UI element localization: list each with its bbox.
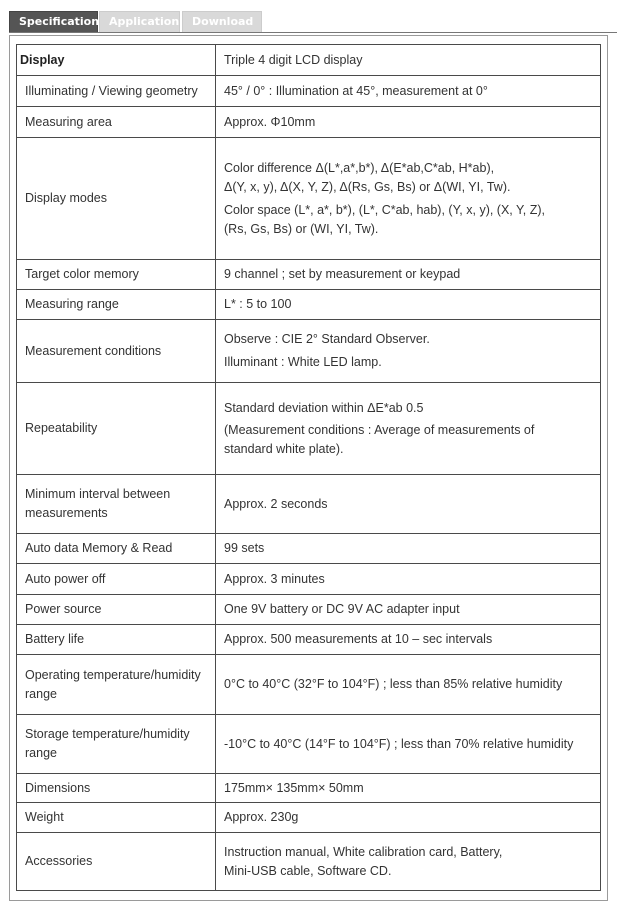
value-line: Δ(Y, x, y), Δ(X, Y, Z), Δ(Rs, Gs, Bs) or Δ(WI, YI, Tw).	[224, 179, 511, 194]
spec-value: 0°C to 40°C (32°F to 104°F) ; less than 85% relative humidity	[216, 655, 601, 715]
table-row	[17, 45, 601, 76]
spec-value: Approx. 2 seconds	[216, 475, 601, 534]
table-row	[17, 715, 601, 774]
key-line: Minimum interval between	[25, 487, 171, 501]
table-row	[17, 625, 601, 655]
table-row	[17, 595, 601, 625]
spec-key: Measuring range	[17, 290, 216, 320]
table-row	[17, 290, 601, 320]
tab-download[interactable]: Download	[182, 11, 262, 32]
tab-application[interactable]: Application	[99, 11, 180, 32]
value-line: Color difference Δ(L*,a*,b*), Δ(E*ab,C*ab, H*ab),	[224, 160, 495, 175]
spec-key: Dimensions	[17, 774, 216, 803]
table-row	[17, 475, 601, 534]
table-row	[17, 655, 601, 715]
spec-value: 99 sets	[216, 534, 601, 564]
spec-key: Illuminating / Viewing geometry	[17, 76, 216, 107]
spec-key: Display modes	[17, 138, 216, 260]
spec-table	[16, 44, 601, 891]
key-line: range	[25, 746, 57, 760]
table-row	[17, 107, 601, 138]
spec-value: Approx. 230g	[216, 803, 601, 833]
spec-key: Weight	[17, 803, 216, 833]
value-line: Mini-USB cable, Software CD.	[224, 863, 392, 878]
spec-value: 9 channel ; set by measurement or keypad	[216, 260, 601, 290]
value-line: Standard deviation within ΔE*ab 0.5	[224, 400, 424, 415]
value-line: (Measurement conditions : Average of measurements of	[224, 422, 535, 437]
spec-value: 45° / 0° : Illumination at 45°, measurement at 0°	[216, 76, 601, 107]
table-row	[17, 138, 601, 260]
spec-value: One 9V battery or DC 9V AC adapter input	[216, 595, 601, 625]
spec-key	[17, 475, 216, 534]
spec-key	[17, 715, 216, 774]
spec-key: Measuring area	[17, 107, 216, 138]
key-line: range	[25, 686, 57, 701]
table-row	[17, 76, 601, 107]
table-row	[17, 774, 601, 803]
value-line: Instruction manual, White calibration card, Battery,	[224, 844, 503, 859]
table-row	[17, 564, 601, 595]
table-row	[17, 320, 601, 383]
value-line: Observe : CIE 2° Standard Observer.	[224, 332, 430, 346]
table-row	[17, 260, 601, 290]
spec-key: Measurement conditions	[17, 320, 216, 383]
tab-bar	[9, 10, 617, 33]
value-line: Color space (L*, a*, b*), (L*, C*ab, hab), (Y, x, y), (X, Y, Z),	[224, 202, 545, 217]
table-row	[17, 534, 601, 564]
spec-key: Repeatability	[17, 383, 216, 475]
spec-key: Auto data Memory & Read	[17, 534, 216, 564]
spec-value	[216, 138, 601, 260]
value-line: (Rs, Gs, Bs) or (WI, YI, Tw).	[224, 221, 379, 236]
spec-value: L* : 5 to 100	[216, 290, 601, 320]
spec-value	[216, 320, 601, 383]
spec-value	[216, 383, 601, 475]
spec-value: -10°C to 40°C (14°F to 104°F) ; less than 70% relative humidity	[216, 715, 601, 774]
spec-value	[216, 833, 601, 891]
spec-key: Auto power off	[17, 564, 216, 595]
key-line: Operating temperature/humidity	[25, 667, 201, 682]
tab-specification[interactable]: Specification	[9, 11, 98, 32]
spec-value: Approx. 500 measurements at 10 – sec intervals	[216, 625, 601, 655]
spec-key: Battery life	[17, 625, 216, 655]
spec-key	[17, 655, 216, 715]
value-line: standard white plate).	[224, 441, 344, 456]
key-line: measurements	[25, 506, 108, 520]
spec-value: Triple 4 digit LCD display	[216, 45, 601, 76]
spec-key: Target color memory	[17, 260, 216, 290]
spec-key: Power source	[17, 595, 216, 625]
table-row	[17, 803, 601, 833]
spec-key: Accessories	[17, 833, 216, 891]
spec-value: Approx. Φ10mm	[216, 107, 601, 138]
table-row	[17, 383, 601, 475]
value-line: Illuminant : White LED lamp.	[224, 355, 382, 369]
spec-value: Approx. 3 minutes	[216, 564, 601, 595]
spec-value: 175mm× 135mm× 50mm	[216, 774, 601, 803]
key-line: Storage temperature/humidity	[25, 727, 190, 741]
spec-key: Display	[17, 45, 216, 76]
table-row	[17, 833, 601, 891]
